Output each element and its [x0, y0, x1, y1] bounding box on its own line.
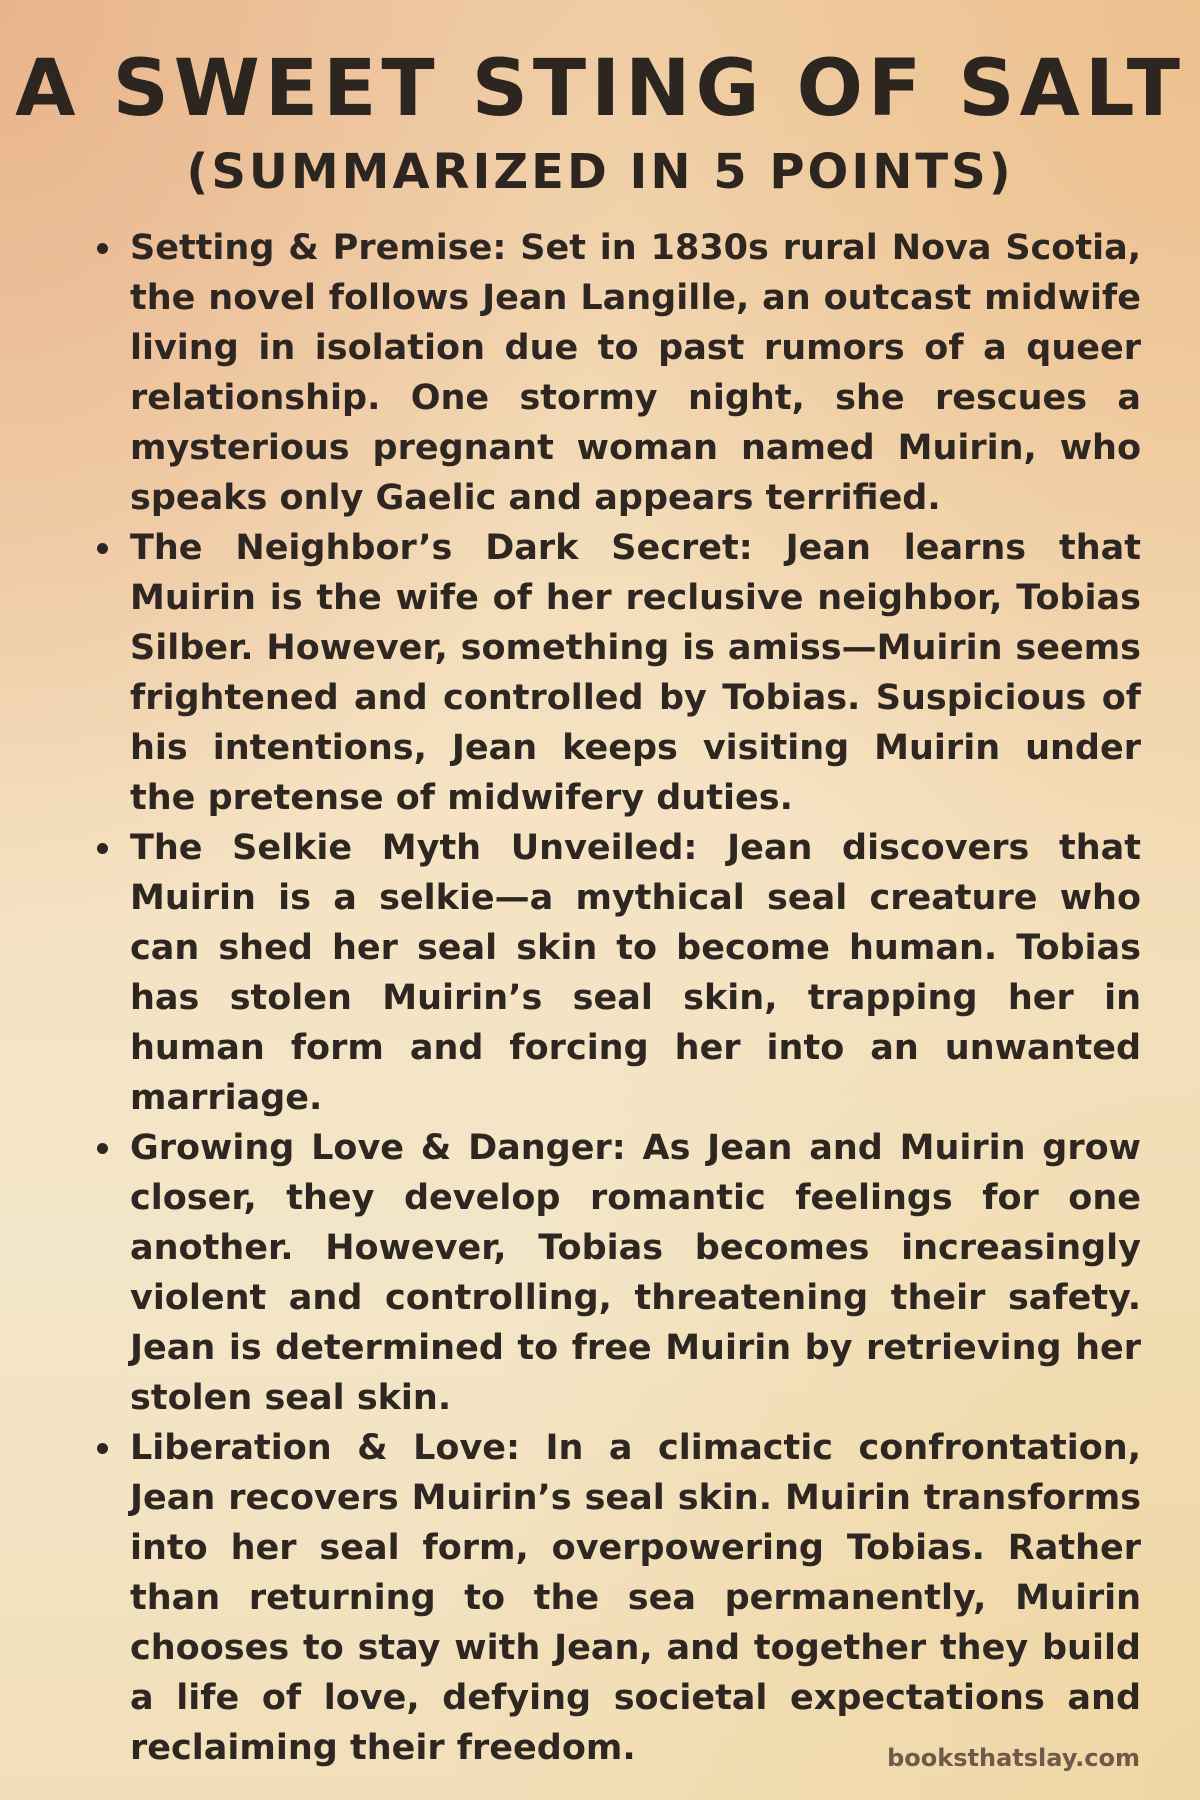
summary-point-2	[130, 523, 1141, 823]
summary-point-1	[130, 223, 1141, 523]
summary-point-1-text: Setting & Premise: Set in 1830s rural Nova Scotia, the novel follows Jean Langille, an outcast midwife living in isolation due to past rumors of a queer relationship. One stormy night, she rescues a mysterious pregnant woman named Muirin, who speaks only Gaelic and appears terrified.	[130, 228, 1141, 518]
bullet-icon	[97, 1443, 108, 1454]
summary-point-3	[130, 823, 1141, 1123]
bullet-icon	[97, 1143, 108, 1154]
summary-point-5-text: Liberation & Love: In a climactic confrontation, Jean recovers Muirin’s seal skin. Muirin transforms into her seal form, overpowering Tobias. Rather than returning to the sea permanently, Muirin chooses to stay with Jean, and together they build a life of love, defying societal expectations and reclaiming their freedom.	[130, 1428, 1141, 1768]
bullet-icon	[97, 543, 108, 554]
bullet-icon	[97, 843, 108, 854]
source-credit: booksthatslay.com	[887, 1744, 1140, 1772]
summary-point-5	[130, 1423, 1141, 1773]
page-subtitle: (SUMMARIZED IN 5 POINTS)	[186, 144, 1014, 200]
summary-point-2-text: The Neighbor’s Dark Secret: Jean learns that Muirin is the wife of her reclusive neighbor, Tobias Silber. However, something is amiss—Muirin seems frightened and controlled by Tobias. Suspicious of his intentions, Jean keeps visiting Muirin under the pretense of midwifery duties.	[130, 528, 1141, 818]
summary-points-list	[96, 223, 1141, 1773]
summary-point-4	[130, 1123, 1141, 1423]
bullet-icon	[97, 243, 108, 254]
page-title: A SWEET STING OF SALT	[15, 44, 1185, 134]
summary-point-4-text: Growing Love & Danger: As Jean and Muirin grow closer, they develop romantic feelings for one another. However, Tobias becomes increasingly violent and controlling, threatening their safety. Jean is determined to free Muirin by retrieving her stolen seal skin.	[130, 1128, 1141, 1418]
summary-point-3-text: The Selkie Myth Unveiled: Jean discovers that Muirin is a selkie—a mythical seal creature who can shed her seal skin to become human. Tobias has stolen Muirin’s seal skin, trapping her in human form and forcing her into an unwanted marriage.	[130, 828, 1141, 1118]
